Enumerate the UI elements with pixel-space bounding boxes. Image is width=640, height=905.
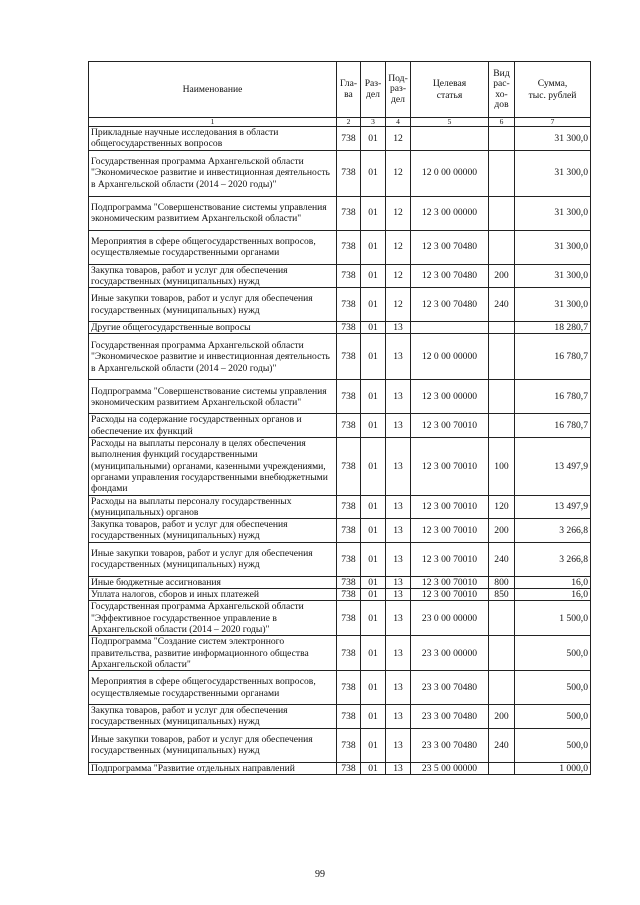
column-number: 6 [489, 118, 515, 127]
cell-podrazdel: 13 [386, 495, 411, 519]
cell-razdel: 01 [361, 495, 386, 519]
cell-razdel: 01 [361, 671, 386, 705]
cell-podrazdel: 13 [386, 589, 411, 601]
cell-vid [489, 636, 515, 671]
cell-vid [489, 230, 515, 264]
cell-summa: 16 780,7 [515, 414, 591, 438]
cell-podrazdel: 13 [386, 322, 411, 334]
cell-statya [411, 127, 489, 151]
header-summa: Сумма, тыс. рублей [515, 62, 591, 118]
cell-razdel: 01 [361, 334, 386, 380]
cell-summa: 3 266,8 [515, 519, 591, 543]
cell-statya: 12 3 00 70010 [411, 519, 489, 543]
table-row [89, 288, 591, 322]
cell-razdel: 01 [361, 705, 386, 729]
cell-glava: 738 [337, 636, 361, 671]
table-row [89, 127, 591, 151]
cell-summa: 31 300,0 [515, 230, 591, 264]
cell-name: Иные бюджетные ассигнования [89, 576, 337, 588]
cell-name: Государственная программа Архангельской области "Экономическое развитие и инвестиционная деятельность в Архангельской области (2014 – 2020 годы)" [89, 334, 337, 380]
cell-glava: 738 [337, 495, 361, 519]
cell-vid: 120 [489, 495, 515, 519]
table-row [89, 230, 591, 264]
cell-razdel: 01 [361, 762, 386, 774]
cell-summa: 13 497,9 [515, 438, 591, 495]
cell-glava: 738 [337, 380, 361, 414]
header-vid: Вид рас- хо- дов [489, 62, 515, 118]
cell-name: Государственная программа Архангельской области "Эффективное государственное управление в Архангельской области (2014 – 2020 годы)" [89, 601, 337, 636]
cell-podrazdel: 12 [386, 127, 411, 151]
budget-table [88, 61, 591, 775]
header-podrazdel: Под- раз- дел [386, 62, 411, 118]
cell-razdel: 01 [361, 728, 386, 762]
cell-razdel: 01 [361, 601, 386, 636]
cell-statya: 12 3 00 70010 [411, 495, 489, 519]
cell-name: Расходы на выплаты персоналу государственных (муниципальных) органов [89, 495, 337, 519]
table-row [89, 728, 591, 762]
cell-vid [489, 414, 515, 438]
cell-razdel: 01 [361, 150, 386, 196]
cell-vid [489, 322, 515, 334]
cell-name: Иные закупки товаров, работ и услуг для обеспечения государственных (муниципальных) нужд [89, 728, 337, 762]
cell-glava: 738 [337, 542, 361, 576]
column-number: 1 [89, 118, 337, 127]
cell-summa: 16 780,7 [515, 380, 591, 414]
cell-vid [489, 150, 515, 196]
table-row [89, 322, 591, 334]
cell-vid: 240 [489, 288, 515, 322]
cell-vid: 100 [489, 438, 515, 495]
cell-podrazdel: 12 [386, 196, 411, 230]
cell-razdel: 01 [361, 127, 386, 151]
page-number: 99 [315, 869, 325, 880]
cell-statya: 23 3 00 70480 [411, 705, 489, 729]
cell-razdel: 01 [361, 196, 386, 230]
cell-glava: 738 [337, 334, 361, 380]
cell-razdel: 01 [361, 288, 386, 322]
cell-glava: 738 [337, 728, 361, 762]
cell-glava: 738 [337, 576, 361, 588]
cell-vid [489, 671, 515, 705]
cell-summa: 31 300,0 [515, 196, 591, 230]
cell-summa: 3 266,8 [515, 542, 591, 576]
cell-statya: 23 3 00 00000 [411, 636, 489, 671]
cell-vid [489, 334, 515, 380]
cell-podrazdel: 13 [386, 542, 411, 576]
cell-summa: 500,0 [515, 671, 591, 705]
cell-podrazdel: 13 [386, 601, 411, 636]
table-row [89, 589, 591, 601]
table-row [89, 438, 591, 495]
cell-podrazdel: 13 [386, 762, 411, 774]
table-row [89, 495, 591, 519]
cell-statya: 12 3 00 00000 [411, 380, 489, 414]
cell-summa: 16 780,7 [515, 334, 591, 380]
cell-statya: 12 3 00 70480 [411, 264, 489, 288]
cell-glava: 738 [337, 230, 361, 264]
cell-name: Закупка товаров, работ и услуг для обеспечения государственных (муниципальных) нужд [89, 519, 337, 543]
cell-podrazdel: 13 [386, 728, 411, 762]
table-row [89, 636, 591, 671]
header-razdel: Раз- дел [361, 62, 386, 118]
cell-statya: 12 3 00 70010 [411, 438, 489, 495]
cell-vid [489, 380, 515, 414]
cell-name: Подпрограмма "Развитие отдельных направлений [89, 762, 337, 774]
cell-podrazdel: 13 [386, 380, 411, 414]
cell-podrazdel: 12 [386, 288, 411, 322]
cell-summa: 13 497,9 [515, 495, 591, 519]
cell-statya: 12 0 00 00000 [411, 334, 489, 380]
cell-summa: 18 280,7 [515, 322, 591, 334]
cell-statya: 12 3 00 70010 [411, 414, 489, 438]
table-row [89, 576, 591, 588]
cell-statya: 23 0 00 00000 [411, 601, 489, 636]
cell-summa: 31 300,0 [515, 264, 591, 288]
cell-razdel: 01 [361, 380, 386, 414]
cell-statya: 12 3 00 00000 [411, 196, 489, 230]
cell-name: Мероприятия в сфере общегосударственных вопросов, осуществляемые государственными органами [89, 671, 337, 705]
column-number: 3 [361, 118, 386, 127]
table-row [89, 601, 591, 636]
cell-glava: 738 [337, 671, 361, 705]
cell-summa: 500,0 [515, 728, 591, 762]
column-number-row [89, 118, 591, 127]
cell-summa: 31 300,0 [515, 150, 591, 196]
column-number: 2 [337, 118, 361, 127]
cell-name: Подпрограмма "Создание систем электронного правительства, развитие информационного общества Архангельской области" [89, 636, 337, 671]
cell-podrazdel: 12 [386, 264, 411, 288]
cell-podrazdel: 12 [386, 230, 411, 264]
table-row [89, 542, 591, 576]
cell-statya: 23 3 00 70480 [411, 671, 489, 705]
cell-razdel: 01 [361, 542, 386, 576]
cell-vid [489, 127, 515, 151]
cell-glava: 738 [337, 264, 361, 288]
cell-podrazdel: 13 [386, 636, 411, 671]
cell-podrazdel: 13 [386, 705, 411, 729]
cell-name: Другие общегосударственные вопросы [89, 322, 337, 334]
table-row [89, 705, 591, 729]
cell-name: Иные закупки товаров, работ и услуг для обеспечения государственных (муниципальных) нужд [89, 288, 337, 322]
cell-summa: 1 000,0 [515, 762, 591, 774]
column-number: 5 [411, 118, 489, 127]
cell-razdel: 01 [361, 636, 386, 671]
cell-statya: 12 3 00 70010 [411, 542, 489, 576]
cell-glava: 738 [337, 150, 361, 196]
cell-glava: 738 [337, 762, 361, 774]
cell-statya: 12 0 00 00000 [411, 150, 489, 196]
cell-statya: 23 3 00 70480 [411, 728, 489, 762]
cell-podrazdel: 13 [386, 414, 411, 438]
cell-razdel: 01 [361, 322, 386, 334]
cell-name: Подпрограмма "Совершенствование системы управления экономическим развитием Архангельской области" [89, 196, 337, 230]
cell-vid [489, 196, 515, 230]
table-row [89, 380, 591, 414]
table-row [89, 762, 591, 774]
cell-razdel: 01 [361, 264, 386, 288]
cell-name: Уплата налогов, сборов и иных платежей [89, 589, 337, 601]
cell-name: Подпрограмма "Совершенствование системы управления экономическим развитием Архангельской области" [89, 380, 337, 414]
cell-name: Прикладные научные исследования в области общегосударственных вопросов [89, 127, 337, 151]
cell-vid: 800 [489, 576, 515, 588]
cell-glava: 738 [337, 196, 361, 230]
cell-podrazdel: 13 [386, 671, 411, 705]
table-row [89, 196, 591, 230]
cell-statya: 12 3 00 70480 [411, 230, 489, 264]
cell-summa: 500,0 [515, 705, 591, 729]
cell-name: Иные закупки товаров, работ и услуг для обеспечения государственных (муниципальных) нужд [89, 542, 337, 576]
column-number: 7 [515, 118, 591, 127]
cell-name: Закупка товаров, работ и услуг для обеспечения государственных (муниципальных) нужд [89, 705, 337, 729]
cell-summa: 31 300,0 [515, 127, 591, 151]
cell-glava: 738 [337, 288, 361, 322]
cell-vid: 240 [489, 542, 515, 576]
cell-vid [489, 601, 515, 636]
column-number: 4 [386, 118, 411, 127]
cell-glava: 738 [337, 414, 361, 438]
cell-razdel: 01 [361, 519, 386, 543]
cell-summa: 500,0 [515, 636, 591, 671]
cell-razdel: 01 [361, 438, 386, 495]
cell-podrazdel: 13 [386, 519, 411, 543]
cell-vid: 200 [489, 705, 515, 729]
cell-podrazdel: 13 [386, 438, 411, 495]
cell-statya: 12 3 00 70480 [411, 288, 489, 322]
cell-vid: 850 [489, 589, 515, 601]
cell-name: Расходы на содержание государственных органов и обеспечение их функций [89, 414, 337, 438]
cell-podrazdel: 13 [386, 576, 411, 588]
cell-name: Государственная программа Архангельской области "Экономическое развитие и инвестиционная деятельность в Архангельской области (2014 – 2020 годы)" [89, 150, 337, 196]
cell-statya: 23 5 00 00000 [411, 762, 489, 774]
cell-glava: 738 [337, 705, 361, 729]
cell-name: Расходы на выплаты персоналу в целях обеспечения выполнения функций государственными (муниципальными) органами, казенными учреждениями, органами управления государственными внебюджетными фондами [89, 438, 337, 495]
header-glava: Гла- ва [337, 62, 361, 118]
table-row [89, 150, 591, 196]
cell-glava: 738 [337, 438, 361, 495]
cell-statya [411, 322, 489, 334]
cell-glava: 738 [337, 601, 361, 636]
cell-razdel: 01 [361, 589, 386, 601]
cell-vid [489, 762, 515, 774]
cell-statya: 12 3 00 70010 [411, 576, 489, 588]
table-row [89, 671, 591, 705]
header-name: Наименование [89, 62, 337, 118]
cell-summa: 31 300,0 [515, 288, 591, 322]
table-row [89, 334, 591, 380]
table-row [89, 264, 591, 288]
cell-name: Закупка товаров, работ и услуг для обеспечения государственных (муниципальных) нужд [89, 264, 337, 288]
cell-razdel: 01 [361, 576, 386, 588]
cell-vid: 200 [489, 264, 515, 288]
cell-glava: 738 [337, 589, 361, 601]
cell-vid: 240 [489, 728, 515, 762]
table-row [89, 414, 591, 438]
header-row [89, 62, 591, 118]
cell-glava: 738 [337, 519, 361, 543]
header-statya: Целевая статья [411, 62, 489, 118]
cell-razdel: 01 [361, 414, 386, 438]
cell-glava: 738 [337, 127, 361, 151]
cell-name: Мероприятия в сфере общегосударственных вопросов, осуществляемые государственными органами [89, 230, 337, 264]
cell-statya: 12 3 00 70010 [411, 589, 489, 601]
cell-vid: 200 [489, 519, 515, 543]
table-body [89, 127, 591, 775]
cell-summa: 1 500,0 [515, 601, 591, 636]
cell-podrazdel: 13 [386, 334, 411, 380]
table-row [89, 519, 591, 543]
cell-podrazdel: 12 [386, 150, 411, 196]
cell-summa: 16,0 [515, 576, 591, 588]
cell-glava: 738 [337, 322, 361, 334]
cell-razdel: 01 [361, 230, 386, 264]
cell-summa: 16,0 [515, 589, 591, 601]
